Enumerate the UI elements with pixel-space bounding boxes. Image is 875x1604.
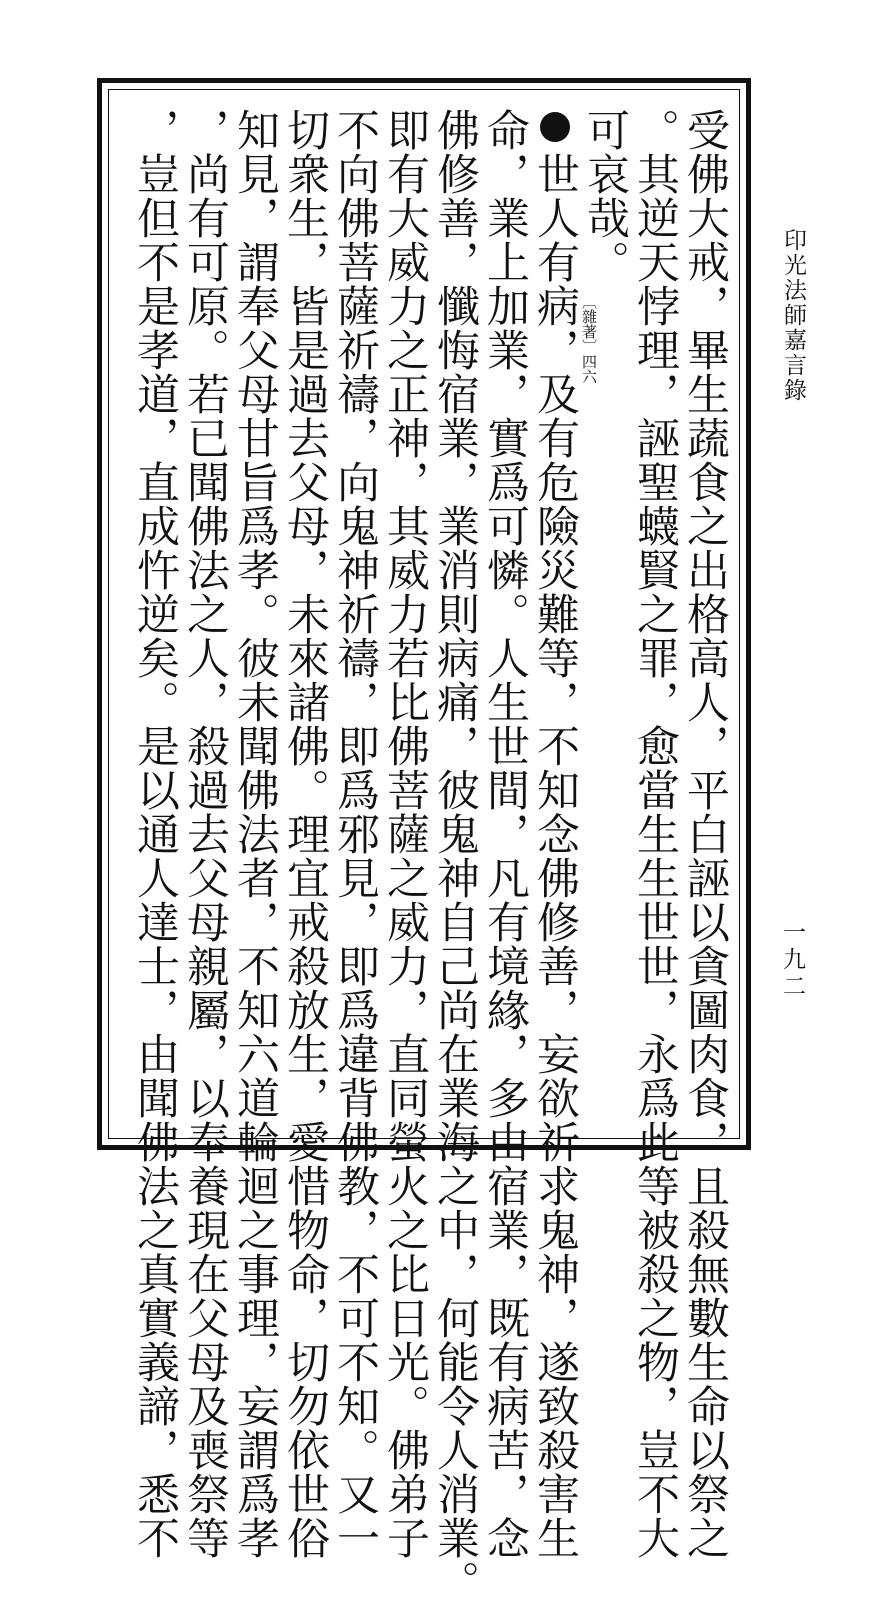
- text-column: [380, 108, 430, 1560]
- text-column: [230, 108, 280, 1560]
- book-title: 印光法師嘉言錄: [780, 228, 806, 403]
- text-column: [630, 108, 680, 1560]
- text-column: [330, 108, 380, 1560]
- text-column: [430, 108, 480, 1604]
- column-text: 知見，謂奉父母甘旨爲孝。彼未聞佛法者，不知六道輪迴之事理，妄謂爲孝: [230, 108, 280, 1560]
- column-text: ，豈但不是孝道，直成忤逆矣。是以通人達士，由聞佛法之真實義諦，悉不: [130, 108, 180, 1560]
- body-text: [120, 108, 730, 1604]
- text-column: [130, 108, 180, 1560]
- text-column: [280, 108, 330, 1560]
- source-note-category: 〔雜著〕: [580, 294, 598, 354]
- source-note-number: 四六: [580, 354, 598, 384]
- column-text: 切衆生，皆是過去父母，未來諸佛。理宜戒殺放生，愛惜物命，切勿依世俗: [280, 108, 330, 1560]
- paragraph-bullet-icon: [540, 112, 570, 142]
- text-column: [180, 108, 230, 1560]
- text-column: [530, 108, 580, 1560]
- column-text: 佛修善，懺悔宿業，業消則病痛，彼鬼神自己尚在業海之中，何能令人消業。: [430, 108, 480, 1604]
- page-number: 一九二: [779, 920, 805, 1001]
- column-text: 不向佛菩薩祈禱，向鬼神祈禱，即爲邪見，即爲違背佛教，不可不知。又一: [330, 108, 380, 1560]
- text-column: [580, 108, 630, 1128]
- column-text: 受佛大戒，畢生蔬食之出格高人，平白誣以貪圖肉食，且殺無數生命以祭之: [680, 108, 730, 1560]
- text-column: [680, 108, 730, 1560]
- column-text: ，尚有可原。若已聞佛法之人，殺過去父母親屬，以奉養現在父母及喪祭等: [180, 108, 230, 1560]
- source-note: [580, 294, 614, 384]
- column-text: 命，業上加業，實爲可憐。人生世間，凡有境緣，多由宿業，既有病苦，念: [480, 108, 530, 1560]
- text-column: [480, 108, 530, 1560]
- column-text: 。其逆天悖理，誣聖蠛賢之罪，愈當生生世世，永爲此等被殺之物，豈不大: [630, 108, 680, 1560]
- column-text: 即有大威力之正神，其威力若比佛菩薩之威力，直同螢火之比日光。佛弟子: [380, 108, 430, 1560]
- column-text: 世人有病，及有危險災難等，不知念佛修善，妄欲祈求鬼神，遂致殺害生: [530, 152, 580, 1560]
- column-text: 可哀哉。: [580, 108, 630, 284]
